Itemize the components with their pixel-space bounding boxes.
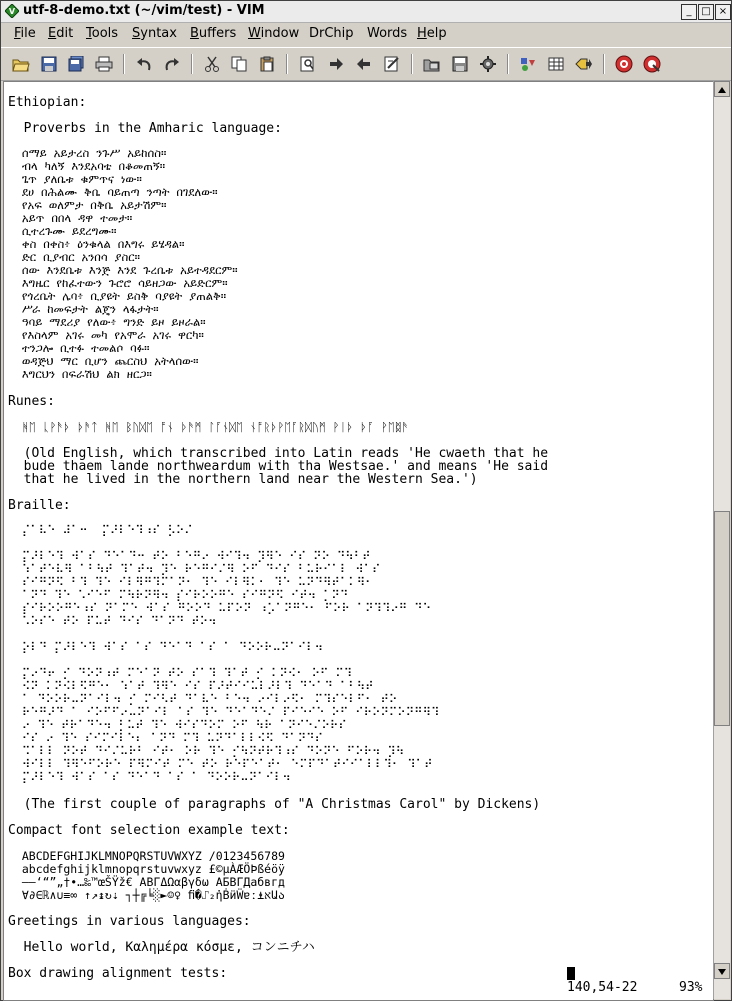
ruler-position: 140,54-22 <box>567 980 638 995</box>
save-all-icon[interactable] <box>64 52 88 76</box>
menu-drchip[interactable]: DrChip <box>309 26 354 41</box>
text-buffer[interactable] <box>3 81 714 1001</box>
amharic-line: ብላ ካለኝ እንደአባቴ በቆመጠኝ። <box>8 159 166 173</box>
minimize-button[interactable]: _ <box>681 4 697 20</box>
print-icon[interactable] <box>92 52 116 76</box>
runes-note-line: bude thaem lande northweardum with tha Westsae.' and means 'He said <box>8 459 549 474</box>
cut-icon[interactable] <box>200 52 224 76</box>
section-heading: Braille: <box>8 498 71 513</box>
section-heading: Ethiopian: <box>8 95 87 110</box>
toolbar <box>1 47 731 81</box>
scrollbar-thumb[interactable] <box>714 511 730 726</box>
ruler-percent: 93% <box>679 980 703 995</box>
braille-line: ⠪⠝ ⠅⠝⠪⠇⠫⠛⠑⠂ ⠱⠁⠞ ⠹⠻⠑ ⠊⠎ ⠏⠜⠞⠊⠊⠥⠇⠜⠇⠹ ⠙⠑⠁⠙ ⠁⠃⠳⠞ <box>8 679 374 693</box>
ctags-icon[interactable] <box>544 52 568 76</box>
subheading: Proverbs in the Amharic language: <box>8 121 282 136</box>
menu-words[interactable]: Words <box>367 26 408 41</box>
menu-edit[interactable]: Edit <box>48 26 74 41</box>
find-prev-icon[interactable] <box>352 52 376 76</box>
find-next-icon[interactable] <box>324 52 348 76</box>
section-heading: Box drawing alignment tests: <box>8 966 228 981</box>
menu-tools[interactable]: Tools <box>86 26 119 41</box>
braille-line: ⡎⠊⠗⠕⠕⠛⠑⠰⠎ ⠝⠁⠍⠑ ⠺⠁⠎ ⠛⠕⠕⠙ ⠥⠏⠕⠝ ⠰⡡⠁⠝⠛⠑⠂ ⠋⠕⠗ ⠁⠝⠹⠹⠔⠛ ⠙⠑ <box>8 601 431 615</box>
greetings-line: Hello world, Καλημέρα κόσμε, コンニチハ <box>8 940 315 955</box>
compact-font-line: –—‘“”„†•…‰™œŠŸž€ ΑΒΓΔΩαβγδω АБВГДабвгд <box>8 875 285 889</box>
menu-window[interactable]: Window <box>248 26 300 41</box>
braille-line: ⠩⠁⠇⠇ ⠝⠕⠞ ⠙⠊⠌⠥⠗⠃ ⠊⠞⠂ ⠕⠗ ⠹⠑ ⡊⠳⠝⠞⠗⠹⠰⠎ ⠙⠕⠝⠑ ⠋⠕⠗⠲ ⡹⠳ <box>8 744 405 758</box>
title-bar <box>1 1 731 23</box>
scroll-up-button[interactable] <box>714 81 730 97</box>
runes-note-line: (Old English, which transcribed into Latin reads 'He cwaeth that he <box>8 446 549 461</box>
braille-line: ⠡⠕⠎⠑ ⠞⠕ ⠏⠥⠞ ⠙⠊⠎ ⠙⠁⠝⠙ ⠞⠕⠲ <box>8 614 217 628</box>
menu-syntax[interactable]: Syntax <box>132 26 177 41</box>
text-cursor <box>567 967 575 980</box>
section-heading: Greetings in various languages: <box>8 914 251 929</box>
amharic-line: የእስላም አገሩ መካ የአሞራ አገሩ ዋርካ። <box>8 328 204 342</box>
amharic-line: እግርህን በፍራሽህ ልክ ዘርጋ። <box>8 367 152 381</box>
amharic-line: ዓባይ ማደሪያ የለው፥ ግንድ ይዞ ይዞራል። <box>8 315 206 329</box>
undo-icon[interactable] <box>132 52 156 76</box>
amharic-line: ድር ቢያብር አንበሳ ያስር። <box>8 250 140 264</box>
menu-buffers[interactable]: Buffers <box>190 26 237 41</box>
braille-line: ⠗⠑⠛⠜⠙ ⠁ ⠊⠕⠋⠋⠔⠤⠝⠁⠊⠇ ⠁⠎ ⠹⠑ ⠙⠑⠁⠙⠑⠌ ⠏⠊⠑⠊⠑ ⠕⠋ ⠊⠗⠕⠝⠍⠕⠝⠛⠻⠹ <box>8 705 440 719</box>
find-icon[interactable] <box>296 52 320 76</box>
redo-icon[interactable] <box>160 52 184 76</box>
close-button[interactable]: × <box>715 4 731 20</box>
toolbar-separator <box>411 54 413 74</box>
compact-font-line: abcdefghijklmnopqrstuvwxyz £©µÀÆÖÞßéöÿ <box>8 862 285 876</box>
svg-text:V: V <box>8 7 16 16</box>
open-icon[interactable] <box>9 52 33 76</box>
braille-line: ⠱⠁⠞⠑⠧⠻ ⠁⠃⠳⠞ ⠹⠁⠞⠲ ⡹⠑ ⠗⠑⠛⠊⠌⠻ ⠕⠋ ⠙⠊⠎ ⠃⠥⠗⠊⠁⠇ ⠺⠁⠎ <box>8 562 381 576</box>
braille-line: ⠺⠊⠇⠇ ⠹⠻⠑⠋⠕⠗⠑ ⠏⠻⠍⠊⠞ ⠍⠑ ⠞⠕ ⠗⠑⠏⠑⠁⠞⠂ ⠑⠍⠏⠙⠁⠞⠊⠊⠁⠇⠇⠹⠂ ⠹⠁⠞ <box>8 757 433 771</box>
toolbar-separator <box>123 54 125 74</box>
braille-line: ⡍⠜⠇⠑⠹ ⠺⠁⠎ ⠙⠑⠁⠙⠒ ⠞⠕ ⠃⠑⠛⠔ ⠺⠊⠹⠲ ⡹⠻⠑ ⠊⠎ ⠝⠕ ⠙⠳⠃⠞ <box>8 549 371 563</box>
amharic-line: ሲተረጉሙ ይደረግሙ። <box>8 224 117 238</box>
amharic-line: ጌጥ ያለቤቱ ቁምጥና ነው። <box>8 172 142 186</box>
save-icon[interactable] <box>37 52 61 76</box>
help-icon[interactable] <box>612 52 636 76</box>
menu-bar <box>1 23 731 45</box>
amharic-line: የአፍ ወለምታ በቅቤ አይታሽም። <box>8 198 167 212</box>
braille-line: ⠔ ⠹⠑ ⠞⠗⠁⠙⠑⠲ ⡃⠥⠞ ⠹⠑ ⠺⠊⠎⠙⠕⠍ ⠕⠋ ⠳⠗ ⠁⠝⠊⠑⠌⠕⠗⠎ <box>8 718 347 732</box>
amharic-line: ተንጋሎ ቢተፉ ተመልሶ ባፉ። <box>8 341 150 355</box>
find-help-icon[interactable] <box>640 52 664 76</box>
toolbar-separator <box>191 54 193 74</box>
braille-line: ⡍⠔⠙⠖ ⡊ ⠙⠕⠝⠰⠞ ⠍⠑⠁⠝ ⠞⠕ ⠎⠁⠹ ⠹⠁⠞ ⡊ ⠅⠝⠪⠂ ⠕⠋ ⠍⠹ <box>8 666 353 680</box>
window-title: utf-8-demo.txt (~/vim/test) - VIM <box>23 3 265 18</box>
braille-line: ⠁ ⠙⠕⠕⠗⠤⠝⠁⠊⠇⠲ ⡊ ⠍⠊⠣⠞ ⠙⠁⠧⠑ ⠃⠑⠲ ⠔⠊⠇⠔⠫⠂ ⠍⠹⠎⠑⠇⠋⠂ ⠞⠕ <box>8 692 398 706</box>
runes-line: ᚻᛖ ᚳᚹᚫᚦ ᚦᚫᛏ ᚻᛖ ᛒᚢᛞᛖ ᚩᚾ ᚦᚫᛗ ᛚᚪᚾᛞᛖ ᚾᚩᚱᚦᚹᛖᚪᚱᛞᚢᛗ ᚹᛁᚦ ᚦᚪ ᚹᛖᛥᚫ <box>8 420 409 434</box>
vim-app-icon[interactable] <box>5 4 19 18</box>
braille-note: (The first couple of paragraphs of "A Christmas Carol" by Dickens) <box>8 797 541 812</box>
amharic-line: አይጥ በበላ ዳዋ ተመታ። <box>8 211 133 225</box>
compact-font-line: ABCDEFGHIJKLMNOPQRSTUVWXYZ /0123456789 <box>8 849 285 863</box>
amharic-line: ቀስ በቀስ፥ ዕንቁላል በእግሩ ይሄዳል። <box>8 237 185 251</box>
braille-line: ⡕⠇⠙ ⡍⠜⠇⠑⠹ ⠺⠁⠎ ⠁⠎ ⠙⠑⠁⠙ ⠁⠎ ⠁ ⠙⠕⠕⠗⠤⠝⠁⠊⠇⠲ <box>8 640 323 654</box>
runes-note-line: that he lived in the northern land near the Western Sea.') <box>8 472 478 487</box>
amharic-line: ሰው እንደቤቱ እንጅ እንደ ጉረቤቱ አይተዳደርም። <box>8 263 238 277</box>
braille-line: ⠊⠎ ⠔ ⠹⠑ ⠎⠊⠍⠊⠇⠑⠆ ⠁⠝⠙ ⠍⠹ ⠥⠝⠙⠁⠇⠇⠪⠫ ⠙⠁⠝⠙⠎ <box>8 731 323 745</box>
amharic-line: ሰማይ አይታረስ ንጉሥ አይከሰስ። <box>8 146 167 160</box>
amharic-line: ሥራ ከመፍታት ልጄን ላፋታት። <box>8 302 159 316</box>
toolbar-separator <box>286 54 288 74</box>
menu-file[interactable]: File <box>14 26 36 41</box>
braille-line: ⠎⠊⠛⠝⠫ ⠃⠹ ⠹⠑ ⠊⠇⠻⠛⠹⠍⠁⠝⠂ ⠹⠑ ⠊⠇⠻⠅⠂ ⠹⠑ ⠥⠝⠙⠻⠞⠁⠅⠻⠂ <box>8 575 374 589</box>
load-session-icon[interactable] <box>420 52 444 76</box>
compact-font-line: ∀∂∈ℝ∧∪≡∞ ↑↗↨↻⇣ ┐┼╔╘░►☺♀ ﬁ�⑀₂ἠḂӥẄɐː⍎אԱა <box>8 888 285 902</box>
replace-icon[interactable] <box>380 52 404 76</box>
maximize-button[interactable]: □ <box>698 4 714 20</box>
amharic-line: የጎረቤት ሌባ፥ ቢያዩት ይስቅ ባያዩት ያጠልቅ። <box>8 289 227 303</box>
toolbar-separator <box>603 54 605 74</box>
make-icon[interactable] <box>516 52 540 76</box>
amharic-line: ወዳጅህ ማር ቢሆን ጨርስህ አትላሰው። <box>8 354 199 368</box>
run-script-icon[interactable] <box>476 52 500 76</box>
braille-line: ⡌⠁⠧⠑ ⠼⠁⠒ ⡍⠜⠇⠑⠹⠰⠎ ⡣⠕⠌ <box>8 523 193 537</box>
vertical-scrollbar[interactable] <box>713 81 730 999</box>
braille-line: ⠁⠝⠙ ⠹⠑ ⠡⠊⠑⠋ ⠍⠳⠗⠝⠻⠲ ⡎⠊⠗⠕⠕⠛⠑ ⠎⠊⠛⠝⠫ ⠊⠞⠲ ⡁⠝⠙ <box>8 588 349 602</box>
save-session-icon[interactable] <box>448 52 472 76</box>
section-heading: Compact font selection example text: <box>8 823 290 838</box>
scroll-down-button[interactable] <box>714 963 730 979</box>
copy-icon[interactable] <box>227 52 251 76</box>
amharic-line: ደሀ በሕልሙ ቅቤ ባይጠጣ ንጣት በገደለው። <box>8 185 218 199</box>
paste-icon[interactable] <box>255 52 279 76</box>
amharic-line: እግዜር የከፈተውን ጉሮሮ ሳይዘጋው አይድርም። <box>8 276 228 290</box>
section-heading: Runes: <box>8 394 55 409</box>
braille-line: ⡍⠜⠇⠑⠹ ⠺⠁⠎ ⠁⠎ ⠙⠑⠁⠙ ⠁⠎ ⠁ ⠙⠕⠕⠗⠤⠝⠁⠊⠇⠲ <box>8 770 291 784</box>
toolbar-separator <box>507 54 509 74</box>
jump-tag-icon[interactable] <box>572 52 596 76</box>
menu-help[interactable]: Help <box>417 26 447 41</box>
